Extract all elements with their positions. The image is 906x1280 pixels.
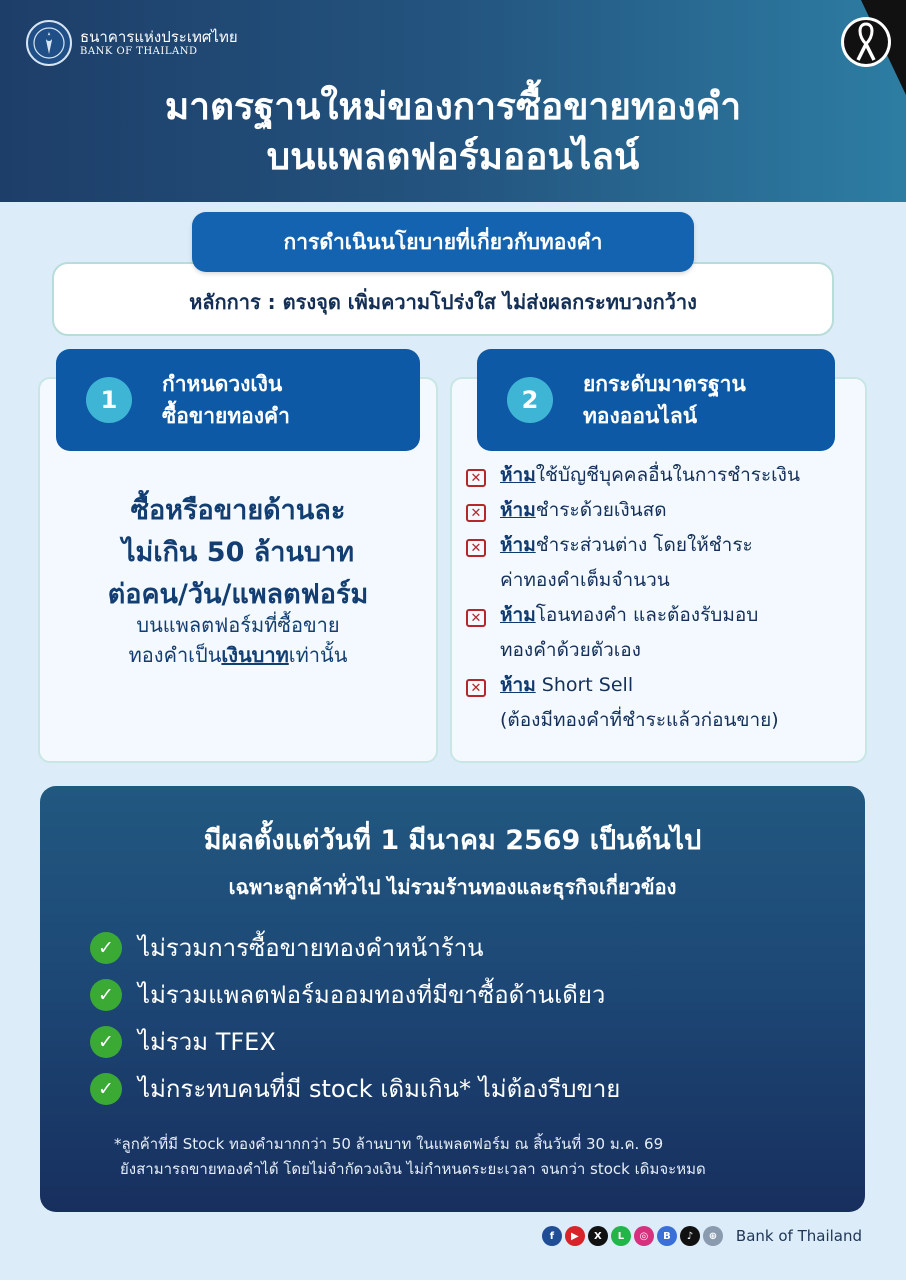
limit-note-line-2: [40, 640, 436, 670]
card-number-2: 2: [507, 377, 553, 423]
blockdit-icon[interactable]: B: [657, 1226, 677, 1246]
card1-title-line-2: ซื้อขายทองคำ: [162, 404, 290, 428]
prohibited-icon: ✕: [466, 609, 486, 627]
ban-word: ห้าม: [500, 674, 536, 696]
check-icon: ✓: [90, 979, 122, 1011]
ban-item: [466, 458, 861, 493]
ban-word: ห้าม: [500, 604, 536, 626]
ban-item: [466, 528, 861, 598]
ban-text-cont: ทองคำด้วยตัวเอง: [500, 639, 641, 661]
ban-text: โอนทองคำ และต้องรับมอบ: [535, 604, 759, 626]
exclusion-item: [90, 924, 620, 971]
tiktok-icon[interactable]: ♪: [680, 1226, 700, 1246]
ban-text: ชำระส่วนต่าง โดยให้ชำระ: [535, 534, 753, 556]
instagram-icon[interactable]: ◎: [634, 1226, 654, 1246]
page-title: [0, 82, 906, 182]
limit-line-2: ไม่เกิน 50 ล้านบาท: [121, 537, 355, 568]
social-links: [542, 1226, 862, 1246]
policy-heading: [192, 212, 694, 272]
org-name-en: BANK OF THAILAND: [80, 45, 198, 57]
x-icon[interactable]: X: [588, 1226, 608, 1246]
ban-item: [466, 598, 861, 668]
title-line-1: มาตรฐานใหม่ของการซื้อขายทองคำ: [164, 85, 742, 128]
limit-line-3: ต่อคน/วัน/แพลตฟอร์ม: [107, 579, 369, 610]
check-icon: ✓: [90, 932, 122, 964]
youtube-icon[interactable]: ▶: [565, 1226, 585, 1246]
policy-heading-text: การดำเนินนโยบายที่เกี่ยวกับทองคำ: [283, 229, 603, 254]
prohibited-icon: ✕: [466, 539, 486, 557]
exclusion-item: [90, 1018, 620, 1065]
limit-note-emphasis: เงินบาท: [221, 643, 289, 667]
principle-text: หลักการ : ตรงจุด เพิ่มความโปร่งใส ไม่ส่งผลกระทบวงกว้าง: [189, 290, 697, 314]
ban-word: ห้าม: [500, 534, 536, 556]
bot-seal-icon: [26, 20, 72, 66]
exclusion-item: [90, 1065, 620, 1112]
org-name-th: ธนาคารแห่งประเทศไทย: [80, 28, 238, 47]
exclusion-text: ไม่รวม TFEX: [138, 1028, 276, 1056]
ban-item: [466, 668, 861, 738]
effective-panel: [40, 786, 865, 1212]
card-limit-header: [56, 349, 420, 451]
limit-note-suffix: เท่านั้น: [288, 643, 348, 667]
effective-date-title: มีผลตั้งแต่วันที่ 1 มีนาคม 2569 เป็นต้นไป: [203, 825, 702, 856]
facebook-icon[interactable]: f: [542, 1226, 562, 1246]
prohibited-icon: ✕: [466, 504, 486, 522]
exclusion-text: ไม่กระทบคนที่มี stock เดิมเกิน* ไม่ต้องรีบขาย: [138, 1075, 621, 1103]
exclusion-text: ไม่รวมแพลตฟอร์มออมทองที่มีขาซื้อด้านเดียว: [138, 981, 606, 1009]
footnote-line-1: *ลูกค้าที่มี Stock ทองคำมากกว่า 50 ล้านบาท ในแพลตฟอร์ม ณ สิ้นวันที่ 30 ม.ค. 69: [114, 1135, 664, 1153]
check-icon: ✓: [90, 1026, 122, 1058]
footnote: [114, 1132, 834, 1182]
limit-line-1: ซื้อหรือขายด้านละ: [130, 495, 346, 526]
header-banner: [0, 0, 906, 202]
ban-text: Short Sell: [535, 674, 634, 696]
brand-label: Bank of Thailand: [735, 1227, 862, 1245]
limit-statement: [40, 490, 436, 616]
social-icon-row: [542, 1226, 723, 1246]
line-icon[interactable]: L: [611, 1226, 631, 1246]
limit-note-prefix: ทองคำเป็น: [128, 643, 222, 667]
title-line-2: บนแพลตฟอร์มออนไลน์: [266, 135, 640, 178]
ban-item: [466, 493, 861, 528]
exclusion-list: [90, 924, 620, 1112]
globe-icon[interactable]: ⊕: [703, 1226, 723, 1246]
ban-word: ห้าม: [500, 464, 536, 486]
principle-box: [52, 262, 834, 336]
card-number-1: 1: [86, 377, 132, 423]
prohibited-icon: ✕: [466, 679, 486, 697]
bot-logo: [26, 20, 238, 66]
effective-scope-subtitle: เฉพาะลูกค้าทั่วไป ไม่รวมร้านทองและธุรกิจเกี่ยวข้อง: [228, 875, 677, 899]
ban-text-cont: ค่าทองคำเต็มจำนวน: [500, 569, 670, 591]
prohibited-icon: ✕: [466, 469, 486, 487]
card1-title-line-1: กำหนดวงเงิน: [162, 372, 283, 396]
footnote-line-2: ยังสามารถขายทองคำได้ โดยไม่จำกัดวงเงิน ไม่กำหนดระยะเวลา จนกว่า stock เดิมจะหมด: [120, 1160, 706, 1178]
card2-title-line-2: ทองออนไลน์: [583, 404, 698, 428]
card2-title-line-1: ยกระดับมาตรฐาน: [583, 372, 746, 396]
ban-word: ห้าม: [500, 499, 536, 521]
check-icon: ✓: [90, 1073, 122, 1105]
card-standards-header: [477, 349, 835, 451]
exclusion-item: [90, 971, 620, 1018]
ban-text-cont: (ต้องมีทองคำที่ชำระแล้วก่อนขาย): [500, 709, 779, 731]
ban-text: ใช้บัญชีบุคคลอื่นในการชำระเงิน: [535, 464, 800, 486]
exclusion-text: ไม่รวมการซื้อขายทองคำหน้าร้าน: [138, 934, 484, 962]
ban-list: [466, 458, 861, 738]
ban-text: ชำระด้วยเงินสด: [535, 499, 667, 521]
limit-note: [40, 610, 436, 670]
limit-note-line-1: บนแพลตฟอร์มที่ซื้อขาย: [136, 613, 340, 637]
